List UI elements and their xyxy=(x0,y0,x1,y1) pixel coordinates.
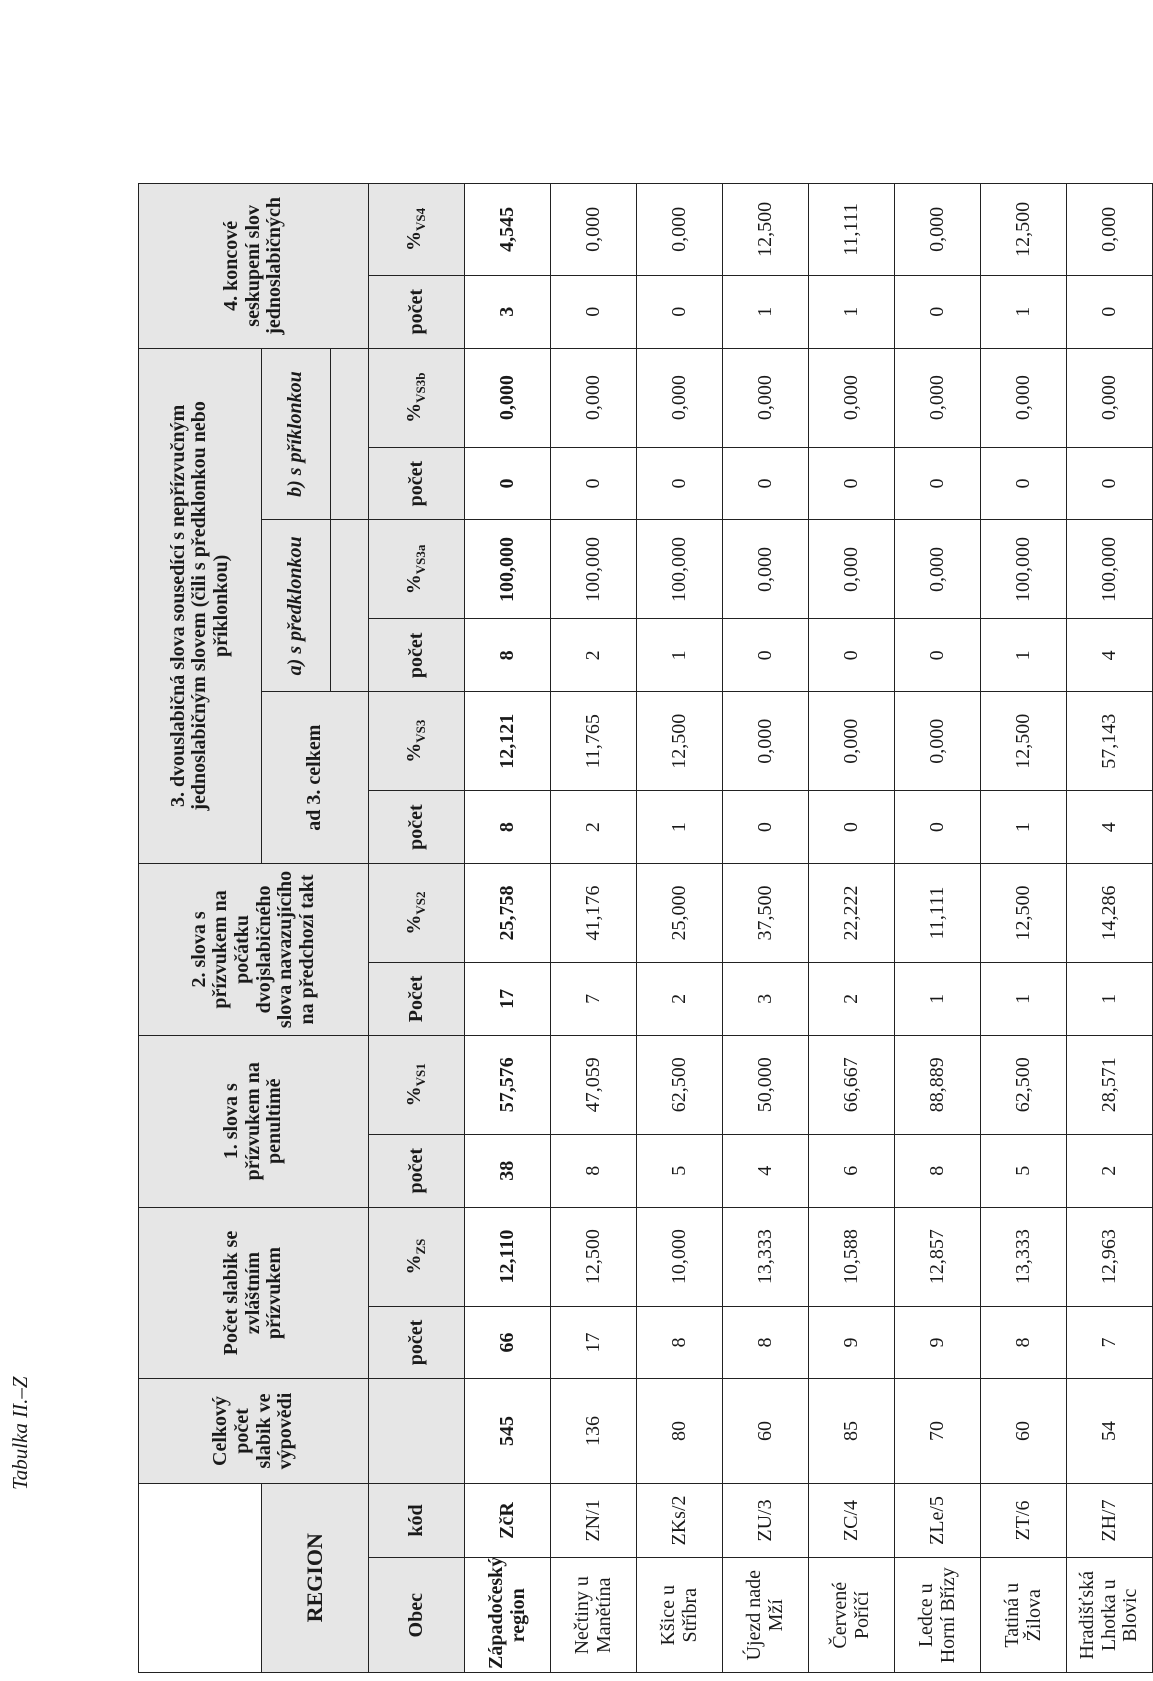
cell-vs3a-count: 0 xyxy=(809,619,895,692)
cell-vs1-count: 4 xyxy=(723,1134,809,1207)
table-row xyxy=(809,184,895,1673)
header-vs3-pct: $\%_{VS3}$ xyxy=(369,692,465,791)
cell-vs3b-pct: 0,000 xyxy=(809,348,895,447)
cell-vs4-pct: 0,000 xyxy=(895,184,981,276)
cell-vs1-count: 5 xyxy=(637,1134,723,1207)
cell-zs-pct: 13,333 xyxy=(723,1207,809,1306)
cell-vs3b-pct: 0,000 xyxy=(723,348,809,447)
cell-vs2-count: 1 xyxy=(895,962,981,1035)
cell-vs2-count: 1 xyxy=(1067,962,1153,1035)
header-group-3b-cont xyxy=(331,348,369,520)
cell-vs3b-count: 0 xyxy=(981,447,1067,520)
header-obec: Obec xyxy=(369,1558,465,1673)
header-group-3a: a) s předklonkou xyxy=(262,520,331,692)
cell-vs1-pct: 62,500 xyxy=(981,1035,1067,1134)
cell-kod: ZN/1 xyxy=(551,1483,637,1558)
cell-vs4-pct: 0,000 xyxy=(1067,184,1153,276)
cell-vs2-pct: 22,222 xyxy=(809,864,895,963)
cell-vs4-pct: 11,111 xyxy=(809,184,895,276)
cell-vs3-count: 8 xyxy=(465,791,551,864)
cell-vs3b-pct: 0,000 xyxy=(637,348,723,447)
header-zs-pct: $\%_{ZS}$ xyxy=(369,1207,465,1306)
cell-vs3-pct: 11,765 xyxy=(551,692,637,791)
cell-vs4-count: 1 xyxy=(981,275,1067,348)
header-zs-count: počet xyxy=(369,1306,465,1379)
cell-vs3a-pct: 100,000 xyxy=(465,520,551,619)
cell-obec: Újezd nade Mží xyxy=(723,1558,809,1673)
cell-vs3a-count: 1 xyxy=(637,619,723,692)
cell-vs3-pct: 0,000 xyxy=(809,692,895,791)
cell-vs3-count: 0 xyxy=(895,791,981,864)
cell-kod: ZT/6 xyxy=(981,1483,1067,1558)
cell-vs3a-count: 0 xyxy=(723,619,809,692)
cell-vs3b-count: 0 xyxy=(551,447,637,520)
cell-kod: ZčR xyxy=(465,1483,551,1558)
cell-vs1-pct: 66,667 xyxy=(809,1035,895,1134)
data-table xyxy=(138,183,1153,1673)
cell-zs-count: 8 xyxy=(981,1306,1067,1379)
cell-total: 70 xyxy=(895,1379,981,1483)
cell-vs3-count: 0 xyxy=(723,791,809,864)
header-group-1: 1. slova s přízvukem na penultimě xyxy=(139,1035,369,1207)
header-vs4-pct: $\%_{VS4}$ xyxy=(369,184,465,276)
cell-vs3b-pct: 0,000 xyxy=(1067,348,1153,447)
cell-zs-count: 17 xyxy=(551,1306,637,1379)
header-group-3b: b) s příklonkou xyxy=(262,348,331,520)
cell-vs3-pct: 12,121 xyxy=(465,692,551,791)
cell-vs3b-pct: 0,000 xyxy=(895,348,981,447)
cell-total: 545 xyxy=(465,1379,551,1483)
cell-vs2-count: 17 xyxy=(465,962,551,1035)
cell-vs4-pct: 0,000 xyxy=(637,184,723,276)
cell-vs3a-pct: 100,000 xyxy=(551,520,637,619)
cell-vs2-count: 2 xyxy=(809,962,895,1035)
header-row-1 xyxy=(139,184,262,1673)
header-vs2-count: Počet xyxy=(369,962,465,1035)
cell-vs4-count: 3 xyxy=(465,275,551,348)
cell-kod: ZC/4 xyxy=(809,1483,895,1558)
cell-vs3b-count: 0 xyxy=(809,447,895,520)
cell-zs-count: 66 xyxy=(465,1306,551,1379)
header-row-4 xyxy=(369,184,465,1673)
header-region: REGION xyxy=(262,1483,369,1672)
cell-vs3-count: 1 xyxy=(981,791,1067,864)
cell-vs1-count: 6 xyxy=(809,1134,895,1207)
cell-vs3b-count: 0 xyxy=(895,447,981,520)
cell-vs2-pct: 37,500 xyxy=(723,864,809,963)
cell-vs3b-pct: 0,000 xyxy=(981,348,1067,447)
cell-vs1-count: 2 xyxy=(1067,1134,1153,1207)
cell-obec: Tatiná u Žilova xyxy=(981,1558,1067,1673)
cell-vs3b-pct: 0,000 xyxy=(551,348,637,447)
table-row xyxy=(723,184,809,1673)
cell-zs-pct: 12,857 xyxy=(895,1207,981,1306)
header-total-blank xyxy=(369,1379,465,1483)
cell-vs2-pct: 41,176 xyxy=(551,864,637,963)
cell-vs3-count: 0 xyxy=(809,791,895,864)
cell-zs-pct: 12,500 xyxy=(551,1207,637,1306)
header-total-syllables: Celkový počet slabik ve výpovědi xyxy=(139,1379,369,1483)
cell-zs-count: 8 xyxy=(637,1306,723,1379)
cell-total: 80 xyxy=(637,1379,723,1483)
cell-vs2-count: 2 xyxy=(637,962,723,1035)
cell-vs3-count: 4 xyxy=(1067,791,1153,864)
cell-vs4-count: 0 xyxy=(551,275,637,348)
header-blank-corner xyxy=(139,1483,262,1672)
cell-kod: ZH/7 xyxy=(1067,1483,1153,1558)
cell-total: 54 xyxy=(1067,1379,1153,1483)
cell-vs1-pct: 28,571 xyxy=(1067,1035,1153,1134)
cell-vs3a-count: 2 xyxy=(551,619,637,692)
cell-vs3a-count: 1 xyxy=(981,619,1067,692)
cell-vs3b-count: 0 xyxy=(637,447,723,520)
cell-vs2-count: 1 xyxy=(981,962,1067,1035)
cell-vs2-count: 3 xyxy=(723,962,809,1035)
cell-zs-pct: 13,333 xyxy=(981,1207,1067,1306)
cell-vs3-pct: 57,143 xyxy=(1067,692,1153,791)
cell-vs4-pct: 12,500 xyxy=(723,184,809,276)
cell-zs-count: 9 xyxy=(895,1306,981,1379)
cell-vs3a-pct: 0,000 xyxy=(723,520,809,619)
cell-vs1-count: 8 xyxy=(895,1134,981,1207)
cell-vs3a-pct: 0,000 xyxy=(895,520,981,619)
cell-vs1-count: 8 xyxy=(551,1134,637,1207)
cell-vs3a-count: 8 xyxy=(465,619,551,692)
header-vs3a-pct: $\%_{VS3a}$ xyxy=(369,520,465,619)
cell-vs1-pct: 62,500 xyxy=(637,1035,723,1134)
cell-total: 60 xyxy=(723,1379,809,1483)
cell-vs3a-pct: 100,000 xyxy=(981,520,1067,619)
header-vs3-count: počet xyxy=(369,791,465,864)
cell-vs2-pct: 12,500 xyxy=(981,864,1067,963)
header-vs2-pct: $\%_{VS2}$ xyxy=(369,864,465,963)
cell-vs1-count: 5 xyxy=(981,1134,1067,1207)
cell-vs3a-pct: 100,000 xyxy=(637,520,723,619)
cell-vs2-pct: 14,286 xyxy=(1067,864,1153,963)
header-vs3b-count: počet xyxy=(369,447,465,520)
cell-vs4-count: 1 xyxy=(723,275,809,348)
cell-zs-pct: 10,000 xyxy=(637,1207,723,1306)
cell-vs3b-count: 0 xyxy=(1067,447,1153,520)
cell-vs3-count: 2 xyxy=(551,791,637,864)
cell-vs3-pct: 12,500 xyxy=(981,692,1067,791)
table-row xyxy=(1067,184,1153,1673)
cell-obec: Západočeský region xyxy=(465,1558,551,1673)
cell-kod: ZU/3 xyxy=(723,1483,809,1558)
cell-obec: Červené Poříčí xyxy=(809,1558,895,1673)
cell-total: 60 xyxy=(981,1379,1067,1483)
cell-vs3a-count: 0 xyxy=(895,619,981,692)
cell-kod: ZLe/5 xyxy=(895,1483,981,1558)
cell-vs2-count: 7 xyxy=(551,962,637,1035)
header-vs3a-count: počet xyxy=(369,619,465,692)
cell-vs3a-pct: 0,000 xyxy=(809,520,895,619)
cell-total: 136 xyxy=(551,1379,637,1483)
cell-zs-pct: 12,110 xyxy=(465,1207,551,1306)
cell-vs4-pct: 4,545 xyxy=(465,184,551,276)
cell-vs4-count: 0 xyxy=(1067,275,1153,348)
header-vs1-count: počet xyxy=(369,1134,465,1207)
table-row xyxy=(637,184,723,1673)
cell-kod: ZKs/2 xyxy=(637,1483,723,1558)
header-group-4: 4. koncové seskupení slov jednoslabičných xyxy=(139,184,369,349)
cell-vs3b-count: 0 xyxy=(723,447,809,520)
cell-vs4-count: 0 xyxy=(637,275,723,348)
cell-vs2-pct: 11,111 xyxy=(895,864,981,963)
cell-total: 85 xyxy=(809,1379,895,1483)
cell-vs2-pct: 25,758 xyxy=(465,864,551,963)
cell-vs3b-count: 0 xyxy=(465,447,551,520)
cell-vs3-pct: 12,500 xyxy=(637,692,723,791)
header-vs4-count: počet xyxy=(369,275,465,348)
cell-vs3b-pct: 0,000 xyxy=(465,348,551,447)
cell-zs-count: 9 xyxy=(809,1306,895,1379)
cell-vs1-pct: 47,059 xyxy=(551,1035,637,1134)
header-group-3-total: ad 3. celkem xyxy=(262,692,369,864)
header-vs1-pct: $\%_{VS1}$ xyxy=(369,1035,465,1134)
cell-vs4-count: 1 xyxy=(809,275,895,348)
cell-vs3a-pct: 100,000 xyxy=(1067,520,1153,619)
rotated-table-container xyxy=(138,183,1142,1673)
cell-vs4-pct: 12,500 xyxy=(981,184,1067,276)
cell-vs3-pct: 0,000 xyxy=(895,692,981,791)
cell-vs3-pct: 0,000 xyxy=(723,692,809,791)
table-row xyxy=(465,184,551,1673)
table-row xyxy=(895,184,981,1673)
cell-vs1-pct: 88,889 xyxy=(895,1035,981,1134)
cell-obec: Hradišťská Lhotka u Blovic xyxy=(1067,1558,1153,1673)
cell-obec: Ledce u Horní Břízy xyxy=(895,1558,981,1673)
cell-vs4-pct: 0,000 xyxy=(551,184,637,276)
cell-zs-pct: 10,588 xyxy=(809,1207,895,1306)
table-row xyxy=(981,184,1067,1673)
header-vs3b-pct: $\%_{VS3b}$ xyxy=(369,348,465,447)
cell-obec: Nečtiny u Manětína xyxy=(551,1558,637,1673)
table-row xyxy=(551,184,637,1673)
cell-vs4-count: 0 xyxy=(895,275,981,348)
header-kod: kód xyxy=(369,1483,465,1558)
cell-zs-count: 8 xyxy=(723,1306,809,1379)
cell-vs2-pct: 25,000 xyxy=(637,864,723,963)
cell-zs-count: 7 xyxy=(1067,1306,1153,1379)
table-caption: Tabulka II.–Z xyxy=(8,1376,32,1490)
header-group-3: 3. dvouslabičná slova sousedící s nepřízvučným jednoslabičným slovem (čili s předklonkou nebo příklonkou) xyxy=(139,348,262,863)
header-group-2: 2. slova s přízvukem na počátku dvojslabičného slova navazujícího na předchozí takt xyxy=(139,864,369,1036)
cell-vs1-pct: 57,576 xyxy=(465,1035,551,1134)
header-group-3a-cont xyxy=(331,520,369,692)
header-special-stress: Počet slabik se zvláštním přízvukem xyxy=(139,1207,369,1379)
cell-vs1-count: 38 xyxy=(465,1134,551,1207)
cell-vs3a-count: 4 xyxy=(1067,619,1153,692)
cell-vs3-count: 1 xyxy=(637,791,723,864)
cell-obec: Kšice u Stříbra xyxy=(637,1558,723,1673)
cell-zs-pct: 12,963 xyxy=(1067,1207,1153,1306)
cell-vs1-pct: 50,000 xyxy=(723,1035,809,1134)
